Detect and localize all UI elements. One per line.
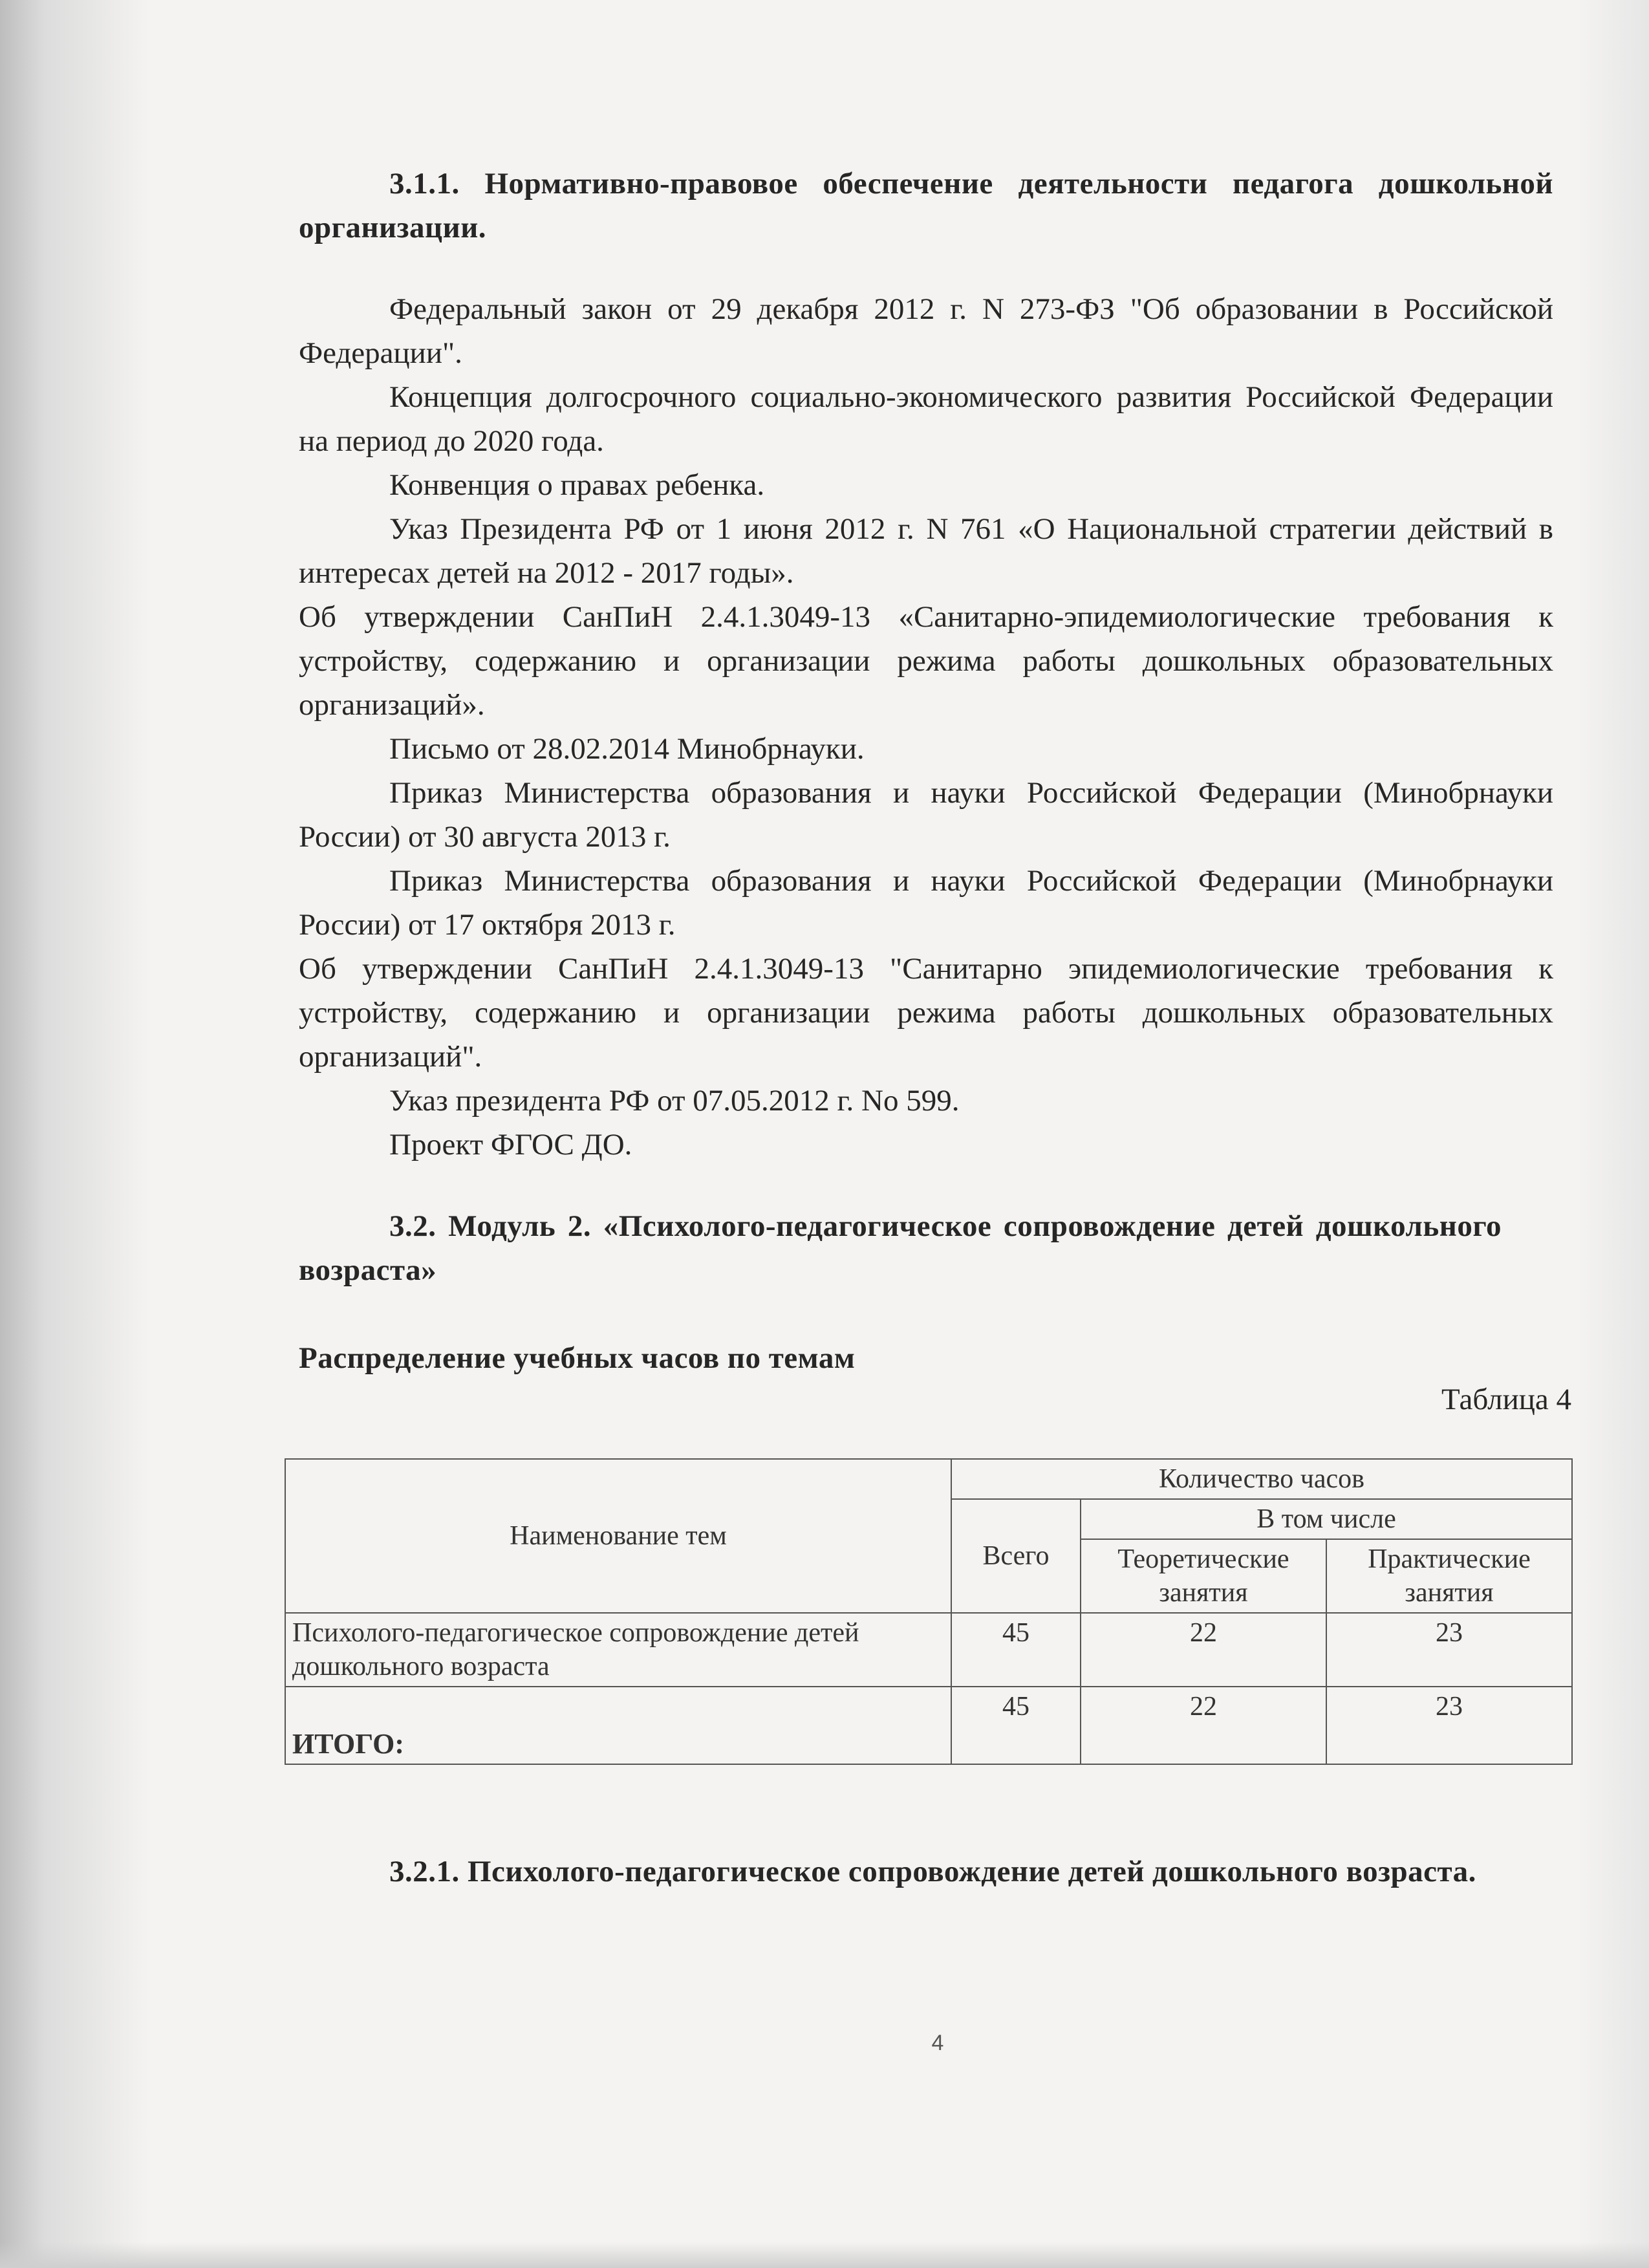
hours-table [285,1458,1573,1765]
row-practice: 23 [1326,1613,1572,1687]
table-subheading: Распределение учебных часов по темам [299,1341,856,1375]
legal-item-9: Об утверждении СанПиН 2.4.1.3049-13 "Санитарно эпидемиологические требования к устройству, содержанию и организации режима работы дошкольных образовательных организаций". [299,952,1553,1074]
header-practice: Практические занятия [1326,1539,1572,1613]
section-heading-3-1-1: 3.1.1. Нормативно-правовое обеспечение деятельности педагога дошкольной организации. [299,167,1553,244]
header-topic-name: Наименование тем [285,1459,951,1613]
legal-item-1: Федеральный закон от 29 декабря 2012 г. N 273-ФЗ "Об образовании в Российской Федерации". [299,292,1553,370]
legal-item-5: Об утверждении СанПиН 2.4.1.3049-13 «Санитарно-эпидемиологические требования к устройству, содержанию и организации режима работы дошкольных образовательных организаций». [299,600,1553,722]
row-total: 45 [951,1613,1081,1687]
header-hours: Количество часов [951,1459,1572,1499]
legal-item-8: Приказ Министерства образования и науки Российской Федерации (Минобрнауки России) от 17 октября 2013 г. [299,864,1553,942]
legal-item-4: Указ Президента РФ от 1 июня 2012 г. N 761 «О Национальной стратегии действий в интересах детей на 2012 - 2017 годы». [299,512,1553,590]
table-row [285,1613,1572,1687]
total-label: ИТОГО: [285,1687,951,1764]
legal-item-3: Конвенция о правах ребенка. [389,468,765,502]
legal-item-7: Приказ Министерства образования и науки Российской Федерации (Минобрнауки России) от 30 августа 2013 г. [299,776,1553,854]
header-theory: Теоретические занятия [1081,1539,1326,1613]
legal-item-10: Указ президента РФ от 07.05.2012 г. No 599. [389,1084,960,1118]
legal-item-2: Концепция долгосрочного социально-экономического развития Российской Федерации на период до 2020 года. [299,380,1553,458]
table-caption: Таблица 4 [1441,1383,1571,1416]
row-topic-name: Психолого-педагогическое сопровождение детей дошкольного возраста [285,1613,951,1687]
legal-item-11: Проект ФГОС ДО. [389,1128,632,1161]
header-including: В том числе [1081,1499,1572,1539]
section-heading-3-2-1: 3.2.1. Психолого-педагогическое сопровождение детей дошкольного возраста. [389,1855,1476,1888]
total-row [285,1687,1572,1764]
header-total: Всего [951,1499,1081,1613]
page-number: 4 [931,2031,944,2055]
total-hours: 45 [951,1687,1081,1764]
row-theory: 22 [1081,1613,1326,1687]
total-practice: 23 [1326,1687,1572,1764]
section-heading-3-2: 3.2. Модуль 2. «Психолого-педагогическое сопровождение детей дошкольного возраста» [299,1209,1502,1287]
total-theory: 22 [1081,1687,1326,1764]
legal-item-6: Письмо от 28.02.2014 Минобрнауки. [389,732,865,766]
